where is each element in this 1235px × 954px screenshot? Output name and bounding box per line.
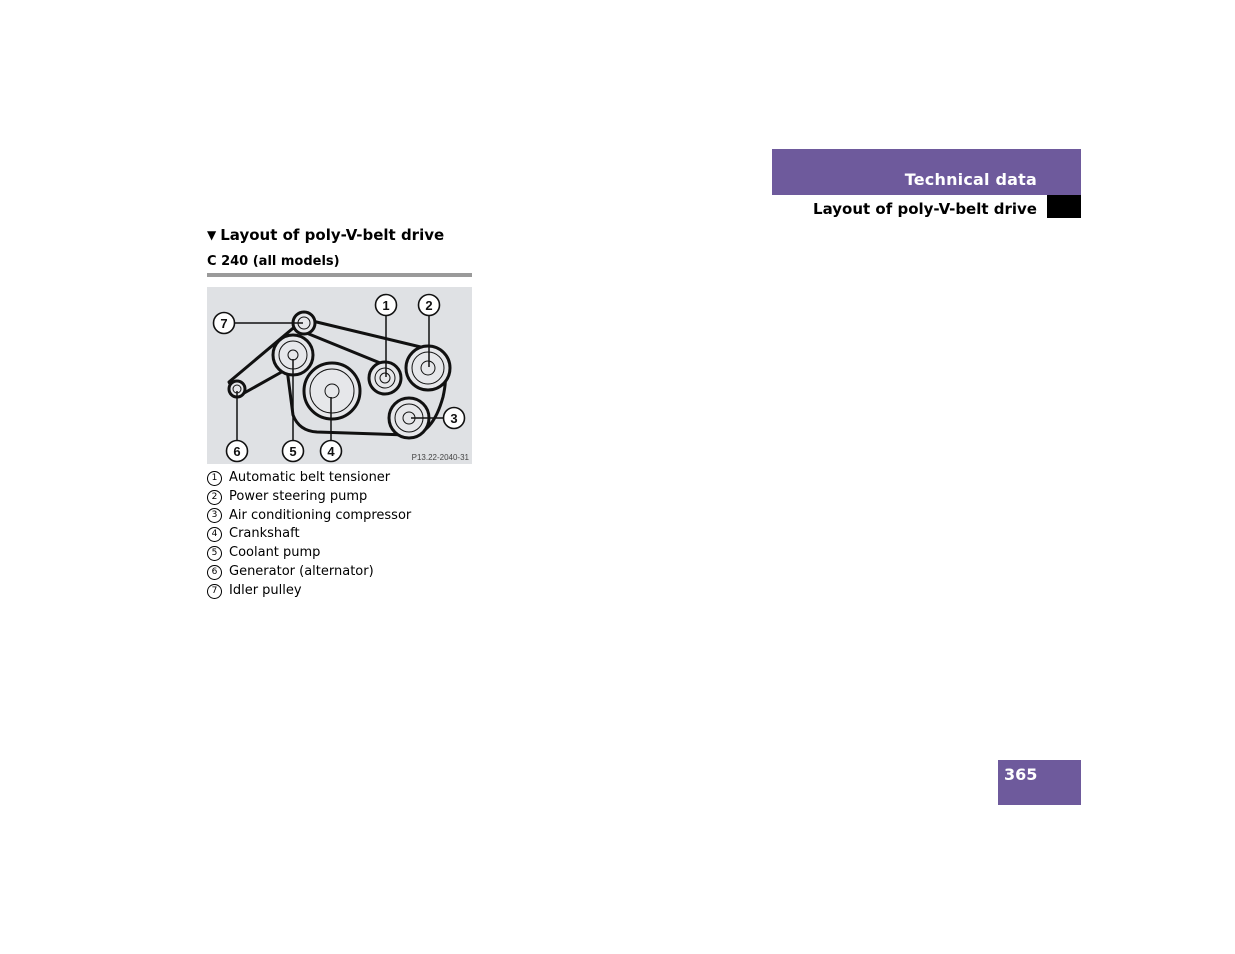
subheading-rule	[207, 273, 472, 277]
legend-label: Automatic belt tensioner	[229, 470, 391, 485]
belt-drive-svg	[207, 287, 472, 464]
section-heading-text: Layout of poly-V-belt drive	[220, 226, 445, 244]
header-bar	[772, 149, 1081, 195]
list-item	[207, 507, 411, 526]
page-number: 365	[1004, 765, 1038, 784]
belt-tensioner-pulley	[369, 362, 401, 394]
list-item	[207, 582, 411, 601]
legend-number: 2	[207, 490, 222, 505]
legend-number: 7	[207, 584, 222, 599]
legend-label: Air conditioning compressor	[229, 507, 412, 523]
callout-2-label: 2	[425, 298, 433, 313]
list-item	[207, 544, 411, 563]
legend-number: 5	[207, 546, 222, 561]
legend-number: 3	[207, 508, 222, 523]
header-subtitle: Layout of poly-V-belt drive	[813, 200, 1037, 218]
list-item	[207, 488, 411, 507]
callout-5-label: 5	[289, 444, 297, 459]
callout-1-label: 1	[382, 298, 390, 313]
belt-drive-diagram	[207, 287, 472, 464]
legend-label: Coolant pump	[229, 545, 321, 561]
page-number-box	[998, 760, 1081, 805]
legend-label: Power steering pump	[229, 488, 368, 504]
callout-6-label: 6	[233, 444, 241, 459]
model-subheading: C 240 (all models)	[207, 254, 340, 269]
legend-label: Generator (alternator)	[229, 563, 374, 579]
crankshaft-pulley	[304, 363, 360, 419]
legend-number: 6	[207, 565, 222, 580]
legend-list	[207, 469, 411, 601]
legend-label: Idler pulley	[229, 582, 302, 598]
callout-7-label: 7	[220, 316, 228, 331]
legend-label: Crankshaft	[229, 526, 300, 542]
power-steering-pump-pulley	[406, 346, 450, 390]
triangle-icon: ▼	[207, 228, 217, 242]
header-marker	[1047, 195, 1081, 218]
header-title: Technical data	[904, 170, 1037, 189]
callout-4-label: 4	[327, 444, 335, 459]
callout-3-label: 3	[450, 411, 458, 426]
list-item	[207, 563, 411, 582]
section-heading	[207, 226, 444, 244]
legend-number: 1	[207, 471, 222, 486]
legend-number: 4	[207, 527, 222, 542]
list-item	[207, 469, 411, 488]
figure-code: P13.22-2040-31	[411, 453, 469, 462]
list-item	[207, 525, 411, 544]
